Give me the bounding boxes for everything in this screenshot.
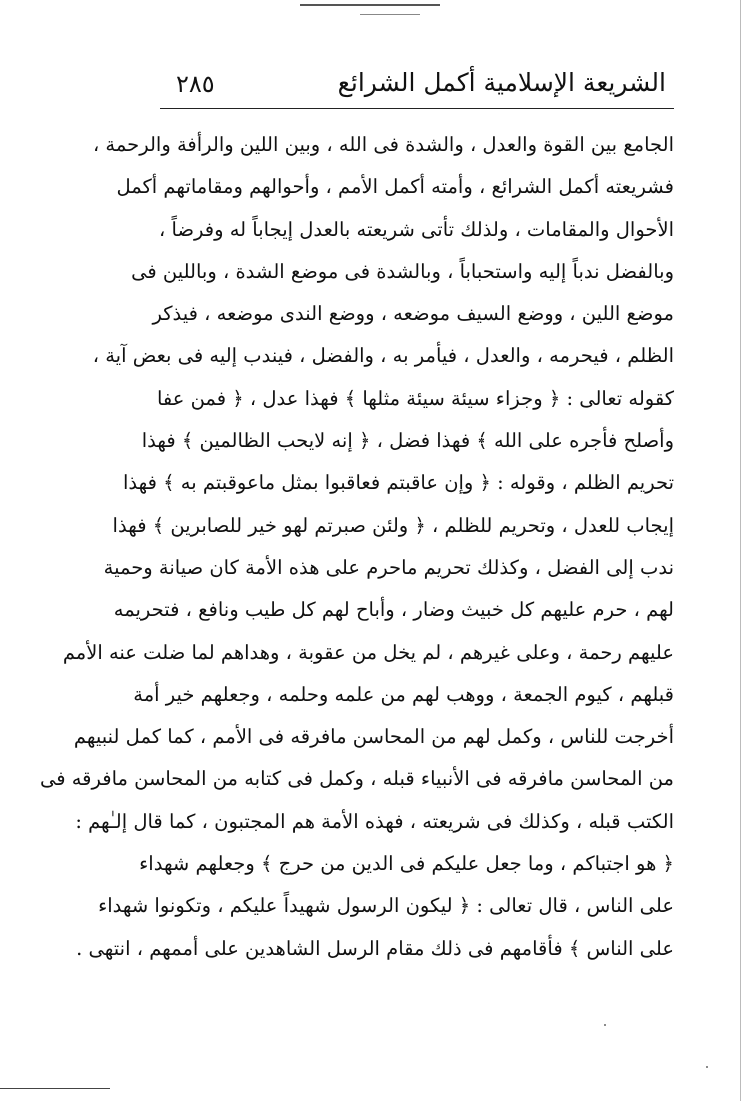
scan-page-edge: [740, 0, 741, 1101]
scan-edge-mark: [0, 1088, 110, 1089]
page-header: [162, 60, 674, 104]
text-line: قبلهم ، كيوم الجمعة ، ووهب لهم من علمه وحلمه ، وجعلهم خير أمة: [133, 682, 674, 706]
text-line: الكتب قبله ، وكذلك فى شريعته ، فهذه الأمة هم المجتبون ، كما قال إلـٰهم :: [75, 809, 674, 833]
text-line: فشريعته أكمل الشرائع ، وأمته أكمل الأمم ، وأحوالهم ومقاماتهم أكمل: [116, 175, 674, 199]
text-line: من المحاسن مافرقه فى الأنبياء قبله ، وكمل فى كتابه من المحاسن مافرقه فى: [39, 767, 674, 791]
text-line: أخرجت للناس ، وكمل لهم من المحاسن مافرقه فى الأمم ، كما كمل لنبيهم: [73, 725, 674, 749]
text-line: تحريم الظلم ، وقوله : ﴿ وإن عاقبتم فعاقبوا بمثل ماعوقبتم به ﴾ فهذا: [123, 471, 674, 495]
text-line: وبالفضل ندباً إليه واستحباباً ، وبالشدة فى موضع الشدة ، وباللين فى: [131, 259, 674, 283]
text-line: موضع اللين ، ووضع السيف موضعه ، ووضع الندى موضعه ، فيذكر: [152, 302, 674, 326]
body-text: [39, 124, 674, 970]
text-line: لهم ، حرم عليهم كل خبيث وضار ، وأباح لهم كل طيب ونافع ، فتحريمه: [113, 598, 674, 622]
text-line: الأحوال والمقامات ، ولذلك تأتى شريعته بالعدل إيجاباً له وفرضاً ،: [159, 217, 674, 241]
scan-speck: [604, 1024, 606, 1026]
text-line: عليهم رحمة ، وعلى غيرهم ، لم يخل من عقوبة ، وهداهم لما ضلت عنه الأمم: [62, 640, 674, 664]
page-number: ٢٨٥: [176, 70, 215, 98]
text-line: إيجاب للعدل ، وتحريم للظلم ، ﴿ ولئن صبرتم لهو خير للصابرين ﴾ فهذا: [112, 513, 674, 537]
text-line-last: على الناس ﴾ فأقامهم فى ذلك مقام الرسل الشاهدين على أممهم ، انتهى .: [76, 936, 674, 960]
text-line: وأصلح فأجره على الله ﴾ فهذا فضل ، ﴿ إنه لايحب الظالمين ﴾ فهذا: [141, 429, 674, 453]
text-line: الجامع بين القوة والعدل ، والشدة فى الله ، وبين اللين والرأفة والرحمة ،: [92, 133, 674, 156]
scan-speck: [706, 1066, 708, 1068]
text-line: ﴿ هو اجتباكم ، وما جعل عليكم فى الدين من حرج ﴾ وجعلهم شهداء: [139, 852, 674, 876]
running-title: الشريعة الإسلامية أكمل الشرائع: [337, 68, 666, 97]
text-line: ندب إلى الفضل ، وكذلك تحريم ماحرم على هذه الأمة كان صيانة وحمية: [103, 555, 674, 579]
scan-edge-mark: [300, 4, 440, 6]
header-rule: [160, 108, 674, 109]
text-line: على الناس ، قال تعالى : ﴿ ليكون الرسول شهيداً عليكم ، وتكونوا شهداء: [98, 894, 674, 918]
text-line: الظلم ، فيحرمه ، والعدل ، فيأمر به ، والفضل ، فيندب إليه فى بعض آية ،: [92, 344, 674, 368]
text-line: كقوله تعالى : ﴿ وجزاء سيئة سيئة مثلها ﴾ فهذا عدل ، ﴿ فمن عفا: [156, 386, 674, 410]
scan-edge-mark: [360, 14, 420, 15]
